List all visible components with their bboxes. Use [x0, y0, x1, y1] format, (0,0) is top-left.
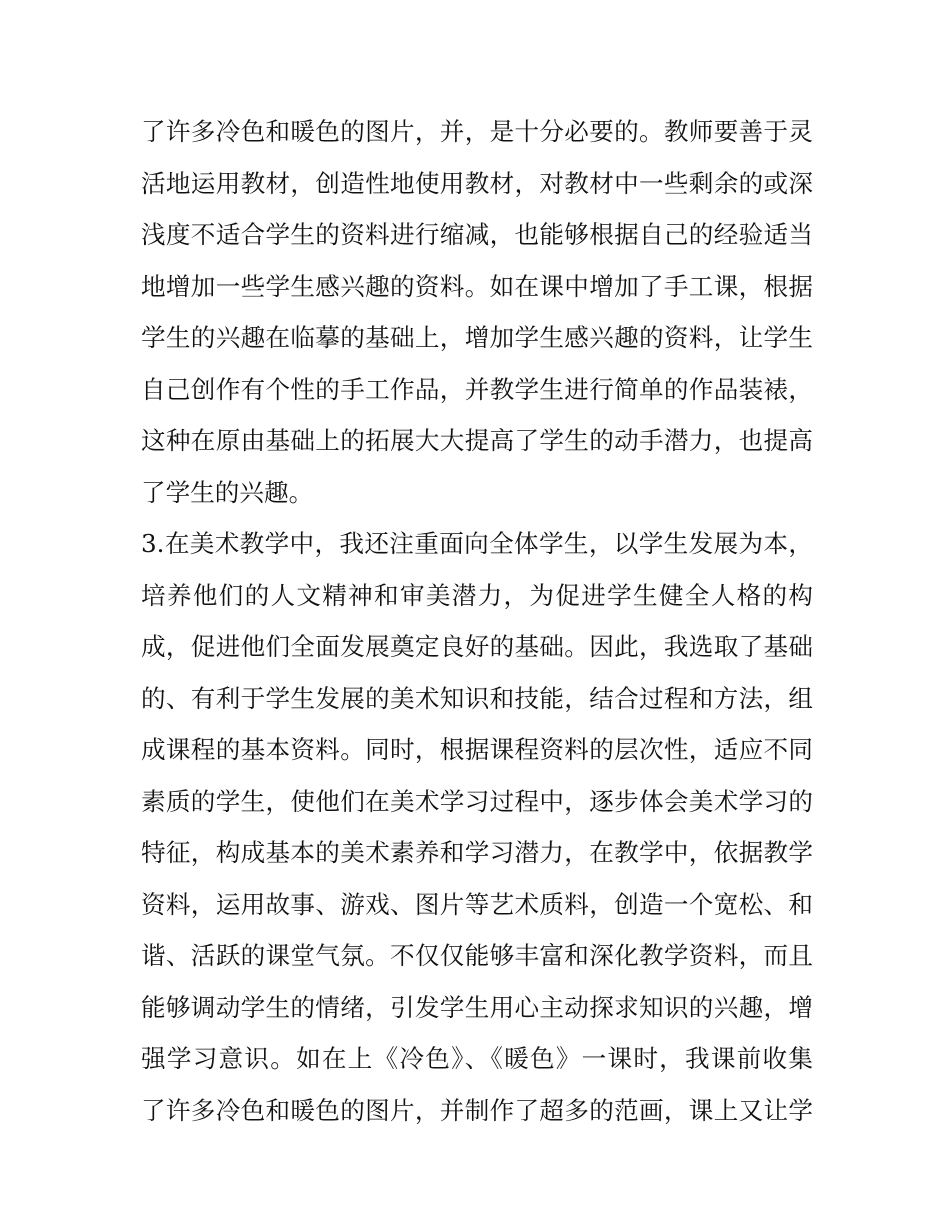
- text-line: 了学生的兴趣。: [141, 477, 314, 507]
- text-line: 强学习意识。如在上《冷色》、《暖色》一课时，我课前收集: [141, 1044, 813, 1073]
- paragraph: [141, 106, 813, 518]
- text-line: 3.在美术教学中，我还注重面向全体学生，以学生发展为本，: [141, 529, 813, 558]
- text-line: 资料，运用故事、游戏、图片等艺术质料，创造一个宽松、和: [141, 889, 813, 919]
- paragraph: [141, 518, 813, 1136]
- text-line: 自己创作有个性的手工作品，并教学生进行简单的作品装裱，: [141, 374, 813, 404]
- text-line: 培养他们的人文精神和审美潜力，为促进学生健全人格的构: [141, 580, 813, 610]
- text-line: 了许多冷色和暖色的图片，并制作了超多的范画，课上又让学: [141, 1095, 813, 1125]
- text-line: 学生的兴趣在临摹的基础上，增加学生感兴趣的资料，让学生: [141, 323, 813, 352]
- text-line: 了许多冷色和暖色的图片，并，是十分必要的。教师要善于灵: [141, 117, 813, 146]
- text-line: 这种在原由基础上的拓展大大提高了学生的动手潜力，也提高: [141, 426, 813, 455]
- text-line: 活地运用教材，创造性地使用教材，对教材中一些剩余的或深: [141, 168, 813, 198]
- text-line: 能够调动学生的情绪，引发学生用心主动探求知识的兴趣，增: [141, 992, 813, 1022]
- document-body: [141, 106, 813, 1136]
- text-line: 特征，构成基本的美术素养和学习潜力，在教学中，依据教学: [141, 838, 813, 867]
- text-line: 谐、活跃的课堂气氛。不仅仅能够丰富和深化教学资料，而且: [141, 941, 813, 970]
- text-line: 素质的学生，使他们在美术学习过程中，逐步体会美术学习的: [141, 786, 813, 816]
- text-line: 成，促进他们全面发展奠定良好的基础。因此，我选取了基础: [141, 632, 813, 661]
- text-line: 地增加一些学生感兴趣的资料。如在课中增加了手工课，根据: [141, 271, 813, 301]
- text-line: 成课程的基本资料。同时，根据课程资料的层次性，适应不同: [141, 735, 813, 764]
- text-line: 的、有利于学生发展的美术知识和技能，结合过程和方法，组: [141, 683, 813, 713]
- text-line: 浅度不适合学生的资料进行缩减，也能够根据自己的经验适当: [141, 220, 813, 249]
